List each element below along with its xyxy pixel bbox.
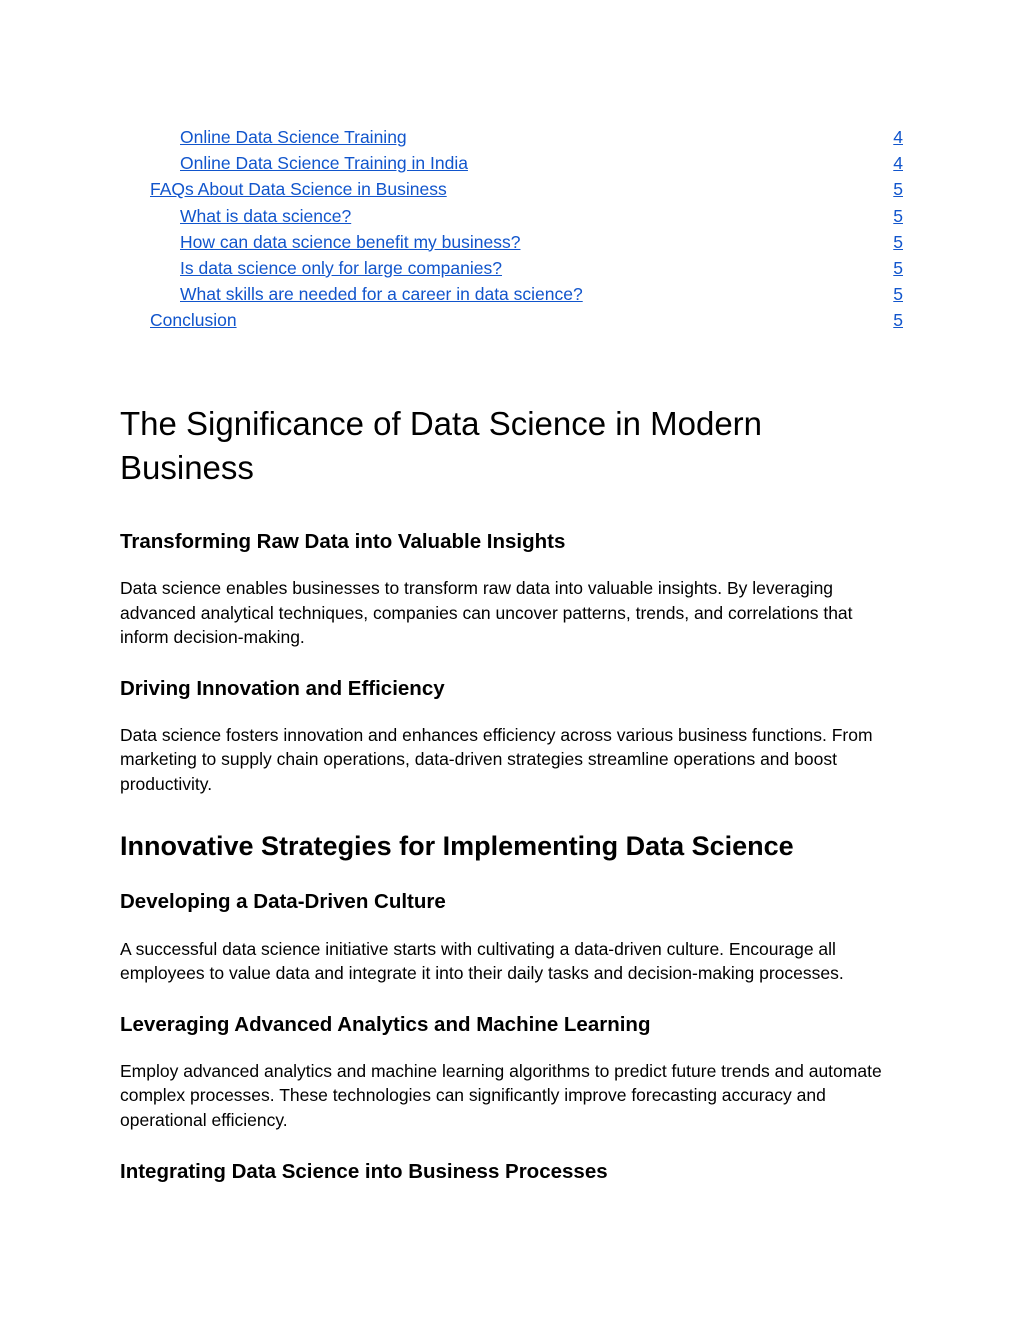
paragraph-advanced-analytics: Employ advanced analytics and machine learning algorithms to predict future trends and automate complex processes. These technologies can significantly improve forecasting accuracy and operational efficiency. <box>120 1060 882 1130</box>
subheading-transforming-raw-data: Transforming Raw Data into Valuable Insights <box>120 530 566 553</box>
toc-entry-page[interactable]: 5 <box>893 205 903 226</box>
toc-entry-title[interactable]: Conclusion <box>150 310 237 331</box>
toc-entry-page[interactable]: 5 <box>893 310 903 331</box>
toc-entry-page[interactable]: 5 <box>893 284 903 305</box>
toc-entry-faqs[interactable] <box>150 176 903 202</box>
toc-entry-skills-needed[interactable] <box>150 281 903 307</box>
toc-entry-page[interactable]: 5 <box>893 257 903 278</box>
toc-entry-conclusion[interactable] <box>150 307 903 333</box>
toc-entry-online-data-science-training-india[interactable] <box>150 150 903 176</box>
toc-entry-large-companies[interactable] <box>150 255 903 281</box>
toc-entry-page[interactable]: 4 <box>893 153 903 174</box>
toc-entry-title[interactable]: What skills are needed for a career in data science? <box>180 284 583 305</box>
toc-entry-benefit-business[interactable] <box>150 229 903 255</box>
heading-significance: The Significance of Data Science in Modern Business <box>120 405 763 486</box>
subheading-data-driven-culture: Developing a Data-Driven Culture <box>120 889 446 913</box>
toc-entry-page[interactable]: 5 <box>893 179 903 200</box>
heading-innovative-strategies: Innovative Strategies for Implementing Data Science <box>120 830 794 861</box>
paragraph-driving-innovation: Data science fosters innovation and enhances efficiency across various business functions. From marketing to supply chain operations, data-driven strategies streamline operations and boost productivity. <box>120 724 873 794</box>
subheading-integrating-data-science: Integrating Data Science into Business Processes <box>120 1159 608 1183</box>
document-body <box>120 402 905 1185</box>
toc-entry-title[interactable]: Is data science only for large companies? <box>180 257 502 278</box>
toc-entry-title[interactable]: Online Data Science Training <box>180 127 407 147</box>
toc-entry-what-is-data-science[interactable] <box>150 203 903 229</box>
subheading-advanced-analytics: Leveraging Advanced Analytics and Machine Learning <box>120 1012 651 1036</box>
paragraph-transforming-raw-data: Data science enables businesses to transform raw data into valuable insights. By leveraging advanced analytical techniques, companies can uncover patterns, trends, and correlations that inform decision-making. <box>120 578 853 648</box>
subheading-driving-innovation: Driving Innovation and Efficiency <box>120 676 445 700</box>
toc-entry-title[interactable]: Online Data Science Training in India <box>180 153 468 174</box>
toc-entry-page[interactable]: 4 <box>893 127 903 147</box>
table-of-contents <box>150 124 903 334</box>
toc-entry-page[interactable]: 5 <box>893 231 903 252</box>
toc-entry-online-data-science-training[interactable] <box>150 124 903 150</box>
paragraph-data-driven-culture: A successful data science initiative starts with cultivating a data-driven culture. Encourage all employees to value data and integrate it into their daily tasks and decision-making processes. <box>120 938 844 984</box>
toc-entry-title[interactable]: FAQs About Data Science in Business <box>150 179 447 200</box>
toc-entry-title[interactable]: How can data science benefit my business? <box>180 231 521 252</box>
toc-entry-title[interactable]: What is data science? <box>180 205 352 226</box>
